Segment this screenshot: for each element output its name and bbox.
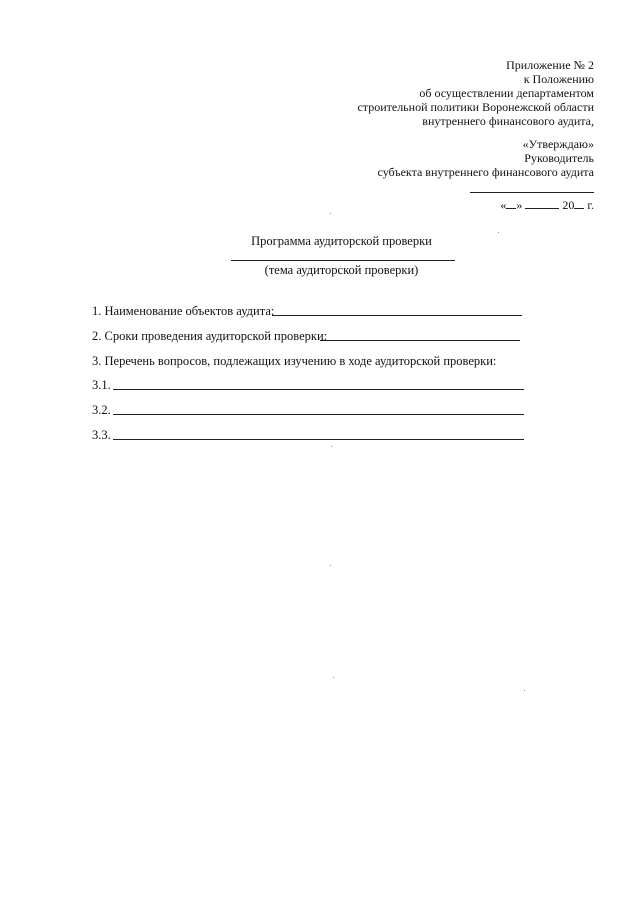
year-blank [574, 197, 584, 209]
scan-speck [333, 677, 334, 678]
scan-speck [524, 690, 525, 691]
item-sub-1 [92, 378, 111, 393]
month-blank [525, 197, 559, 209]
item-objects [92, 304, 274, 319]
approval-block [378, 137, 594, 212]
topic-caption: (тема аудиторской проверки) [264, 263, 419, 277]
sub-3-blank-line [113, 438, 524, 440]
sub-1-blank-line [113, 388, 524, 390]
item-sub-2-label: 3.2. [92, 403, 111, 417]
scan-speck [330, 213, 331, 214]
item-sub-3-label: 3.3. [92, 428, 111, 442]
signature-line [470, 179, 594, 193]
item-sub-3 [92, 428, 111, 443]
item-issues-label: 3. Перечень вопросов, подлежащих изучению в ходе аудиторской проверки: [92, 354, 497, 368]
approval-subject: субъекта внутреннего финансового аудита [377, 165, 594, 179]
appendix-line-4: строительной политики Воронежской области [357, 100, 594, 114]
approval-role: Руководитель [524, 151, 594, 165]
item-sub-1-label: 3.1. [92, 378, 111, 392]
appendix-line-3: об осуществлении департаментом [419, 86, 594, 100]
scan-speck [331, 446, 332, 447]
appendix-line-5: внутреннего финансового аудита, [422, 114, 594, 128]
topic-blank-line [231, 260, 455, 261]
terms-blank-line [320, 339, 520, 341]
appendix-header [357, 58, 594, 128]
year-prefix: 20 [562, 198, 575, 212]
item-issues [92, 354, 496, 369]
item-terms [92, 329, 327, 344]
sub-2-blank-line [113, 413, 524, 415]
approval-date [378, 197, 594, 212]
day-blank [506, 197, 516, 209]
item-sub-2 [92, 403, 111, 418]
item-terms-label: 2. Сроки проведения аудиторской проверки: [92, 329, 328, 343]
year-suffix: г. [587, 198, 594, 212]
date-open-quote: « [500, 198, 507, 212]
appendix-line-1: Приложение № 2 [506, 58, 594, 72]
program-title: Программа аудиторской проверки [251, 234, 432, 248]
appendix-line-2: к Положению [523, 72, 594, 86]
item-objects-label: 1. Наименование объектов аудита: [92, 304, 275, 318]
objects-blank-line [272, 314, 522, 316]
date-close-quote: » [516, 198, 523, 212]
scan-speck [498, 232, 499, 233]
scan-speck [330, 565, 331, 566]
approval-heading: «Утверждаю» [522, 137, 594, 151]
